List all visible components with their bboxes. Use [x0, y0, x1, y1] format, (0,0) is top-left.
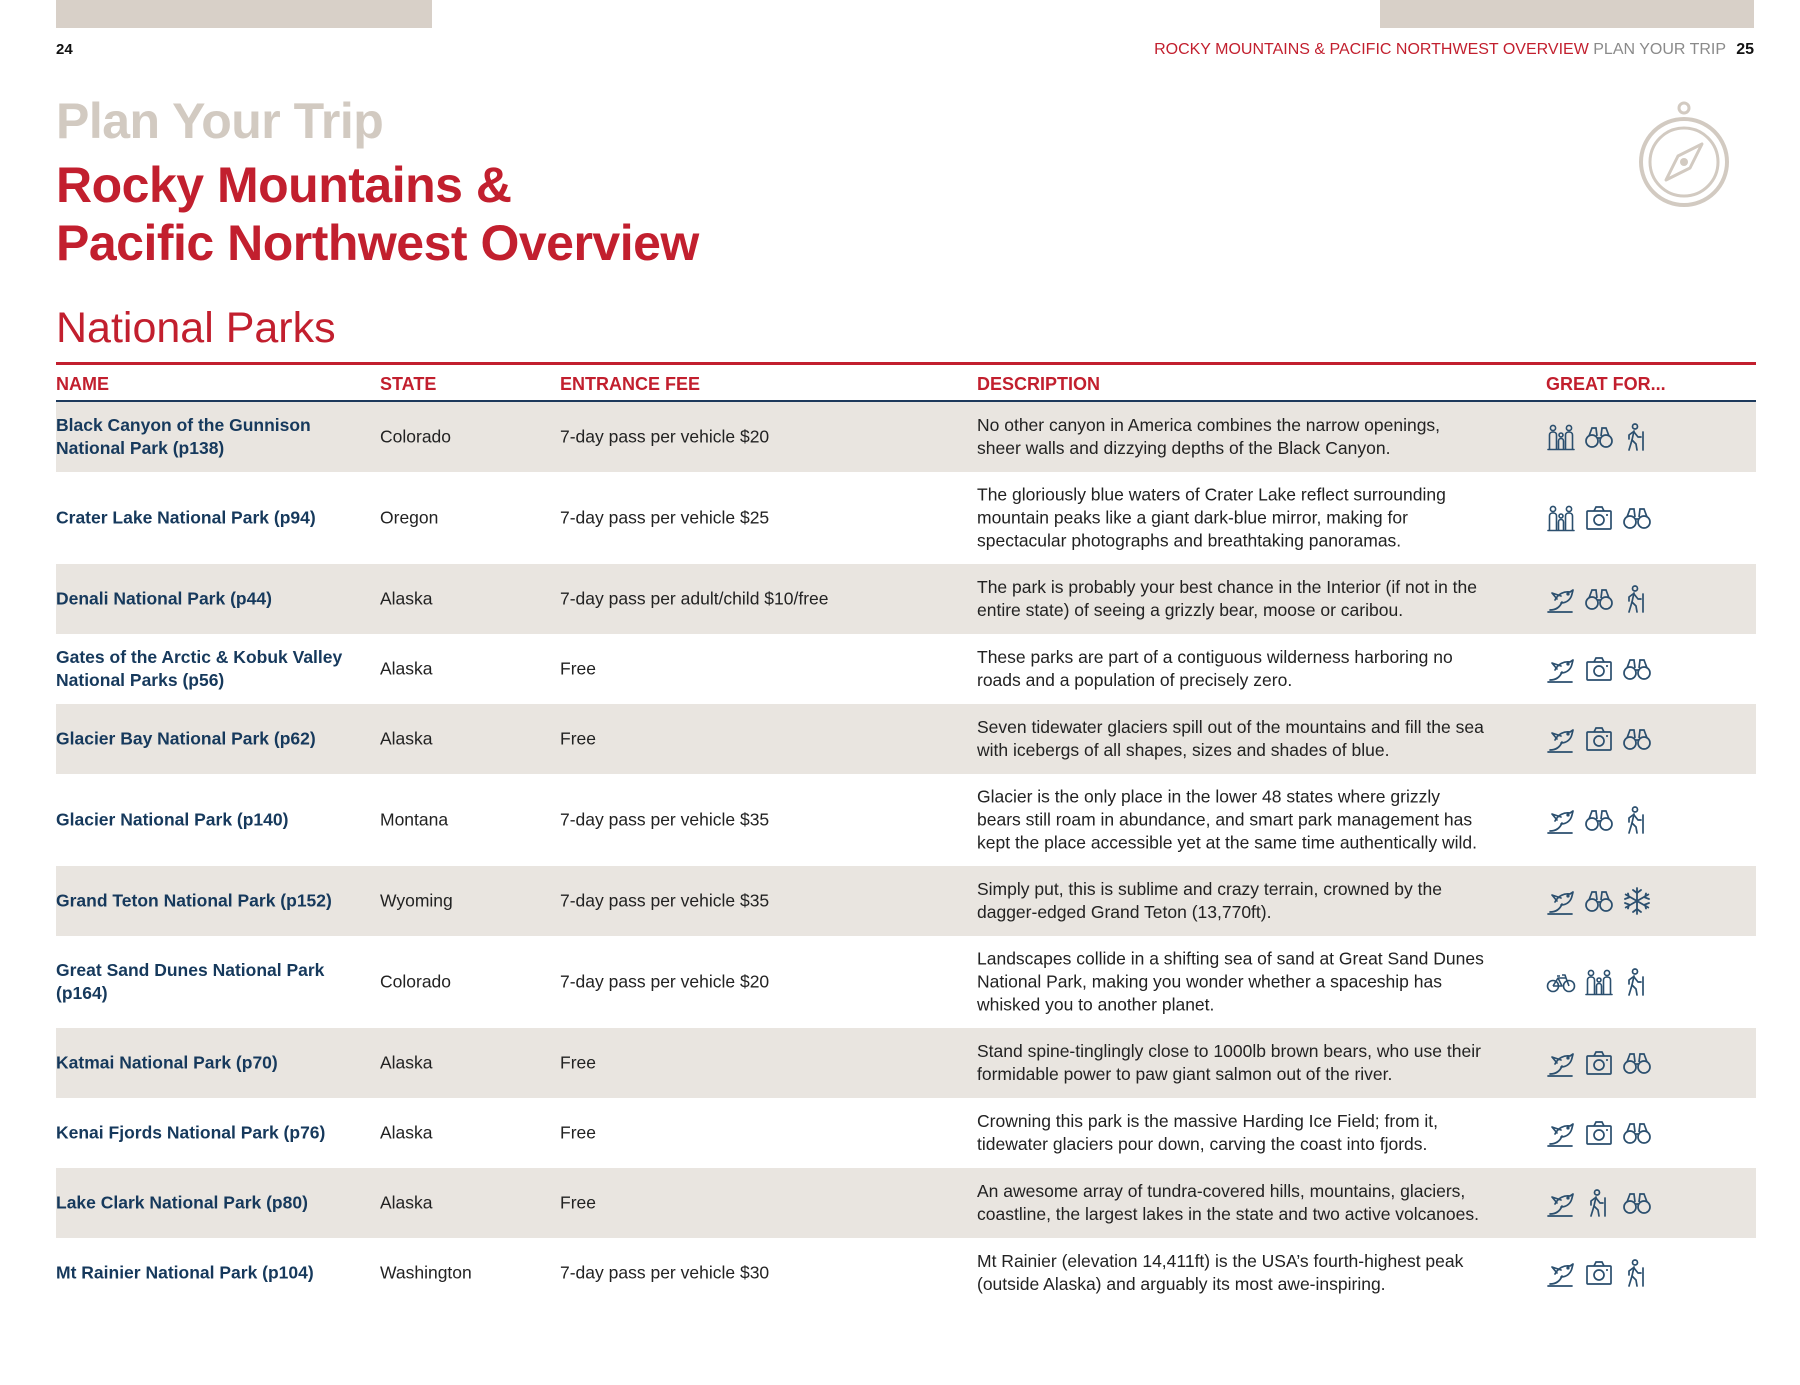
column-header-name: NAME: [56, 374, 109, 394]
park-entrance-fee: 7-day pass per vehicle $30: [560, 1262, 770, 1283]
bird-icon: [1546, 654, 1576, 684]
great-for-icons: [1546, 1048, 1746, 1078]
table-row: [56, 402, 1756, 472]
section-title: National Parks: [56, 304, 336, 352]
bird-icon: [1546, 724, 1576, 754]
park-entrance-fee: Free: [560, 1052, 596, 1073]
park-name: Katmai National Park (p70): [56, 1052, 278, 1073]
park-state: Colorado: [380, 971, 452, 992]
camera-icon: [1584, 503, 1614, 533]
great-for-icons: [1546, 1188, 1746, 1218]
binoculars-icon: [1622, 1118, 1652, 1148]
bicycle-icon: [1546, 967, 1576, 997]
column-header-description: DESCRIPTION: [977, 374, 1101, 394]
bird-icon: [1546, 1048, 1576, 1078]
park-description: Glacier is the only place in the lower 48 states where grizzly bears still roam in abundance, and smart park management has kept the place accessible yet at the same time authentically wild.: [977, 786, 1477, 853]
column-header-fee: ENTRANCE FEE: [560, 374, 701, 394]
park-description: Mt Rainier (elevation 14,411ft) is the USA’s fourth-highest peak (outside Alaska) and arguably its most awe-inspiring.: [977, 1251, 1464, 1294]
top-tab-left: [56, 0, 432, 28]
page-title-line1: Rocky Mountains &: [56, 157, 512, 213]
table-body: [56, 402, 1756, 1308]
great-for-icons: [1546, 654, 1746, 684]
table-row: [56, 1028, 1756, 1098]
hiking-icon: [1622, 584, 1652, 614]
park-name: Glacier Bay National Park (p62): [56, 728, 316, 749]
table-row: [56, 634, 1756, 704]
park-state: Oregon: [380, 507, 439, 528]
park-entrance-fee: 7-day pass per vehicle $35: [560, 809, 770, 830]
park-state: Alaska: [380, 658, 433, 679]
table-row: [56, 866, 1756, 936]
park-entrance-fee: 7-day pass per adult/child $10/free: [560, 588, 829, 609]
table-row: [56, 564, 1756, 634]
great-for-icons: [1546, 886, 1746, 916]
family-icon: [1546, 503, 1576, 533]
running-head: [1154, 41, 1754, 59]
park-description: Crowning this park is the massive Harding Ice Field; from it, tidewater glaciers pour down, carving the coast into fjords.: [977, 1111, 1438, 1154]
column-header-state: STATE: [380, 374, 437, 394]
table-row: [56, 472, 1756, 564]
park-description: No other canyon in America combines the narrow openings, sheer walls and dizzying depths of the Black Canyon.: [977, 415, 1441, 458]
hiking-icon: [1622, 1258, 1652, 1288]
park-description: The park is probably your best chance in the Interior (if not in the entire state) of seeing a grizzly bear, moose or caribou.: [977, 577, 1477, 620]
park-description: Simply put, this is sublime and crazy terrain, crowned by the dagger-edged Grand Teton (13,770ft).: [977, 879, 1442, 922]
park-entrance-fee: 7-day pass per vehicle $20: [560, 426, 770, 447]
bird-icon: [1546, 1258, 1576, 1288]
binoculars-icon: [1622, 654, 1652, 684]
snowflake-icon: [1622, 886, 1652, 916]
family-icon: [1546, 422, 1576, 452]
great-for-icons: [1546, 584, 1746, 614]
park-name: Lake Clark National Park (p80): [56, 1192, 308, 1213]
binoculars-icon: [1622, 503, 1652, 533]
park-entrance-fee: Free: [560, 1122, 596, 1143]
park-description: An awesome array of tundra-covered hills, mountains, glaciers, coastline, the largest lakes in the state and two active volcanoes.: [977, 1181, 1479, 1224]
park-name: Black Canyon of the Gunnison National Park (p138): [56, 415, 311, 458]
compass-icon: [1636, 100, 1732, 212]
great-for-icons: [1546, 422, 1746, 452]
camera-icon: [1584, 654, 1614, 684]
park-name: Great Sand Dunes National Park (p164): [56, 960, 325, 1003]
park-description: These parks are part of a contiguous wilderness harboring no roads and a population of precisely zero.: [977, 647, 1453, 690]
park-name: Denali National Park (p44): [56, 588, 272, 609]
table-row: [56, 774, 1756, 866]
chapter-kicker: Plan Your Trip: [56, 93, 384, 149]
park-description: The gloriously blue waters of Crater Lake reflect surrounding mountain peaks like a giant dark-blue mirror, making for spectacular photographs and breathtaking panoramas.: [977, 484, 1446, 551]
park-name: Kenai Fjords National Park (p76): [56, 1122, 326, 1143]
page-number-right: 25: [1736, 41, 1754, 58]
table-row: [56, 1238, 1756, 1308]
table-row: [56, 1098, 1756, 1168]
binoculars-icon: [1622, 724, 1652, 754]
running-head-chapter: PLAN YOUR TRIP: [1593, 41, 1726, 58]
binoculars-icon: [1584, 886, 1614, 916]
hiking-icon: [1622, 967, 1652, 997]
great-for-icons: [1546, 1118, 1746, 1148]
hiking-icon: [1622, 805, 1652, 835]
camera-icon: [1584, 724, 1614, 754]
park-entrance-fee: Free: [560, 1192, 596, 1213]
park-description: Seven tidewater glaciers spill out of the mountains and fill the sea with icebergs of all shapes, sizes and shades of blue.: [977, 717, 1484, 760]
park-name: Crater Lake National Park (p94): [56, 507, 316, 528]
page-title-line2: Pacific Northwest Overview: [56, 215, 699, 271]
top-tab-right: [1380, 0, 1754, 28]
binoculars-icon: [1584, 422, 1614, 452]
camera-icon: [1584, 1048, 1614, 1078]
park-description: Stand spine-tinglingly close to 1000lb brown bears, who use their formidable power to paw giant salmon out of the river.: [977, 1041, 1481, 1084]
bird-icon: [1546, 805, 1576, 835]
camera-icon: [1584, 1258, 1614, 1288]
hiking-icon: [1584, 1188, 1614, 1218]
bird-icon: [1546, 1188, 1576, 1218]
park-state: Wyoming: [380, 890, 453, 911]
bird-icon: [1546, 886, 1576, 916]
great-for-icons: [1546, 1258, 1746, 1288]
binoculars-icon: [1622, 1188, 1652, 1218]
park-state: Alaska: [380, 1052, 433, 1073]
page-title: [56, 156, 699, 272]
park-name: Grand Teton National Park (p152): [56, 890, 332, 911]
park-entrance-fee: 7-day pass per vehicle $35: [560, 890, 770, 911]
table-header-row: [56, 365, 1756, 400]
park-state: Alaska: [380, 1192, 433, 1213]
park-entrance-fee: 7-day pass per vehicle $20: [560, 971, 770, 992]
park-state: Alaska: [380, 728, 433, 749]
camera-icon: [1584, 1118, 1614, 1148]
bird-icon: [1546, 1118, 1576, 1148]
running-head-section: ROCKY MOUNTAINS & PACIFIC NORTHWEST OVERVIEW: [1154, 41, 1589, 58]
binoculars-icon: [1584, 805, 1614, 835]
binoculars-icon: [1622, 1048, 1652, 1078]
park-entrance-fee: 7-day pass per vehicle $25: [560, 507, 770, 528]
park-entrance-fee: Free: [560, 658, 596, 679]
great-for-icons: [1546, 503, 1746, 533]
hiking-icon: [1622, 422, 1652, 452]
park-description: Landscapes collide in a shifting sea of sand at Great Sand Dunes National Park, making you wonder whether a spaceship has whisked you to another planet.: [977, 948, 1484, 1015]
page-number-left: 24: [56, 41, 73, 58]
family-icon: [1584, 967, 1614, 997]
park-entrance-fee: Free: [560, 728, 596, 749]
column-header-great-for: GREAT FOR...: [1546, 374, 1666, 394]
park-name: Mt Rainier National Park (p104): [56, 1262, 314, 1283]
park-state: Colorado: [380, 426, 452, 447]
table-row: [56, 704, 1756, 774]
binoculars-icon: [1584, 584, 1614, 614]
parks-table: [56, 362, 1756, 1308]
park-state: Alaska: [380, 588, 433, 609]
park-name: Gates of the Arctic & Kobuk Valley National Parks (p56): [56, 647, 343, 690]
great-for-icons: [1546, 967, 1746, 997]
table-row: [56, 1168, 1756, 1238]
park-state: Montana: [380, 809, 449, 830]
park-state: Alaska: [380, 1122, 433, 1143]
park-state: Washington: [380, 1262, 472, 1283]
great-for-icons: [1546, 805, 1746, 835]
park-name: Glacier National Park (p140): [56, 809, 289, 830]
table-row: [56, 936, 1756, 1028]
bird-icon: [1546, 584, 1576, 614]
great-for-icons: [1546, 724, 1746, 754]
